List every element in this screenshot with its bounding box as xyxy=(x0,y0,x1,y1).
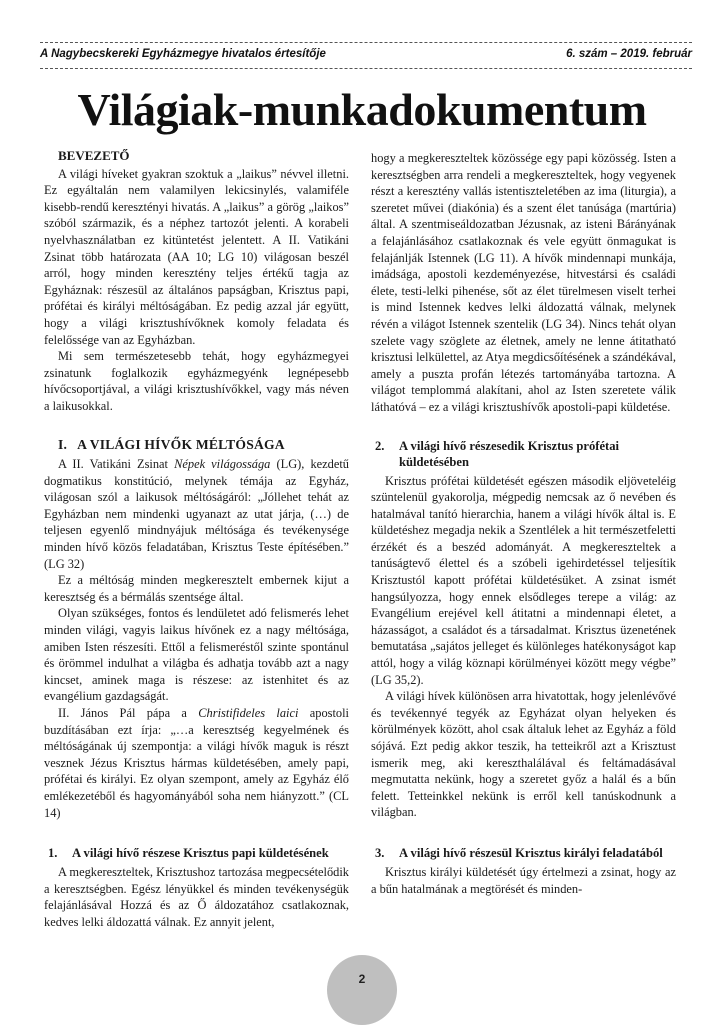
page-number: 2 xyxy=(358,972,366,986)
section-heading: I. A VILÁGI HÍVŐK MÉLTÓSÁGA xyxy=(58,436,285,452)
paragraph: Ez a méltóság minden megkeresztelt embernek kijut a keresztség és a bérmálás szentsége által. xyxy=(44,573,349,604)
subsection-title: A világi hívő részese Krisztus papi küldetésének xyxy=(72,846,329,861)
paragraph: A világi hívek különösen arra hivatottak, hogy jelenlévővé és tevékennyé tegyék az Egyházat olyan helyeken és körülmények között, ahol csak általuk lehet az Egyház a föld sójává. Ezt pedig akkor teszik, ha tetteikről azt a Krisztust ismerik meg, aki kereszthalálával és feltámadásával megmutatta nekünk, hogy a szeretet győz a halál és a bűn felett. Tetteinkkel nekünk is erről kell tanúskodnunk a világban. xyxy=(371,689,676,820)
subsection-heading xyxy=(371,845,676,861)
header-rule-top xyxy=(40,42,692,43)
paragraph: A világi híveket gyakran szoktuk a „laikus” névvel illetni. Ez egyáltalán nem valamilyen lekicsinylés, valamiféle kisebb-rendű keresztényi hivatás. A „laikus” a görög „laikos” szóból származik, és a néphez tartozót jelenti. A korabeli nyelvhasználatban ez kitüntetést jelentett. A II. Vatikáni Zsinat több határozata (AA 10; LG 10) világosan beszél arról, hogy minden keresztény teljes értékű tagja az Egyháznak: részesül az általános papságban, Krisztus papi, prófétai és királyi méltóságában. Ez pedig azzal jár együtt, hogy a világi krisztushívőknek komoly feladata és felelőssége van az Egyházban. xyxy=(44,166,349,347)
subsection-heading xyxy=(44,845,349,861)
paragraph: A II. Vatikáni Zsinat Népek világossága (LG), kezdetű dogmatikus konstitúció, melynek témája az Egyház, világosan szól a laikusok méltóságáról: „Jóllehet tehát az Egyházban nem mindenki ugyanazt az utat járja, (…) de teljesen egyenlő mindnyájuk méltósága és tevékenysége minden hívő közös feladatában, Krisztus Teste építésében.” (LG 32) xyxy=(44,457,350,571)
document-title: Világiak-munkadokumentum xyxy=(77,84,647,135)
paragraph: Olyan szükséges, fontos és lendületet adó felismerés lehet minden világi, vagyis laikus hívőnek ez a nagy méltósága, amiben Isten részesíti. Ettől a felismeréstől szinte spontánul és örömmel indulhat a világba és adhatja tovább azt a nagy kincset, aminek maga is részese: az istenhitet és az evangélium gazdagságát. xyxy=(44,606,349,704)
paragraph: hogy a megkereszteltek közössége egy papi közösség. Isten a keresztségben arra rendeli a megkereszteltek, hogy vegyenek részt a keresztény vallás istentiszteletében az ima (liturgia), a szeretet művei (diakónia) és a szent élet tanúsága (martúria) által. A szentmiseáldozatban Jézusnak, az isteni Bárányának a felajánlásához csatlakoznak és vele együtt önmagukat is felajánlják Istennek (LG 11). A hívők mindennapi munkája, imádsága, apostoli kezdeményezése, hitvestársi és családi élete, testi-lelki pihenése, sőt az élet türelmesen viselt terhei is mind Istennek kedves lelki áldozattá válnak, melynek révén a világot Istennek szentelik (LG 34). Nincs tehát olyan szelete vagy szöglete az életnek, amely ne lenne átitatható krisztusi lelkülettel, az Atya megdicsőítésének a szándékával, amely a puszta profán létezés tartományába tartozna. A világot templommá alakítani, ahol az Isten szeretete válik láthatóvá – ez a világi krisztushívők apostoli-papi küldetése. xyxy=(371,151,676,414)
paragraph: II. János Pál pápa a Christifideles laici apostoli buzdításában ezt írja: „…a keresztség kegyelmének és méltóságának új szempontja: a világi hívők maguk is részt vesznek Jézus Krisztus hármas küldetésében, amely papi, prófétai és királyi. Ez olyan szempont, amely az Egyház élő emlékezetéből és hagyományából soha nem hiányzott.” (CL 14) xyxy=(44,706,349,820)
subsection-number: 3. xyxy=(375,845,385,860)
paragraph: Mi sem természetesebb tehát, hogy egyházmegyei zsinatunk foglalkozik egyházmegyénk legnépesebb hívőcsoportjával, a világi krisztushívőkkel, vagy más néven a laikusokkal. xyxy=(44,349,349,413)
subsection-heading xyxy=(371,438,676,470)
issue-info: 6. szám – 2019. február xyxy=(566,48,692,60)
paragraph: Krisztus királyi küldetését úgy értelmezi a zsinat, hogy az a bűn hatalmának a megtörését és minden- xyxy=(371,864,676,896)
italic-title: Christifideles laici xyxy=(198,706,299,720)
subsection-number: 1. xyxy=(48,846,58,861)
intro-heading: BEVEZETŐ xyxy=(58,148,130,163)
publication-name: A Nagybecskereki Egyházmegye hivatalos értesítője xyxy=(40,48,326,60)
page-number-badge xyxy=(327,955,397,1025)
paragraph: Krisztus prófétai küldetését egészen második eljöveteléig szüntelenül gyakorolja, mégpedig nemcsak az ő nevében és hatalmával tanító hierarchia, hanem a világi hívők által is. E küldetéshez megadja nekik a Szentlélek a hit természetfeletti érzékét és a beszéd adományát. A megkereszteltek a tanúságtevő élettel és a szóbeli igehirdetéssel teljesítik Krisztustól kapott prófétai küldetésüket. A zsinat ismét hangsúlyozza, hogy ennek elsődleges terepe a világ: az Evangélium erejével kell átitatni a mindennapi életet, a házasságot, a családot és a társadalmat. Krisztus üzenetének bemutatása „sajátos jelleget és különleges hatékonyságot kap attól, hogy a világ köznapi körülményei között megy végbe” (LG 35,2). xyxy=(371,473,676,687)
subsection-title: A világi hívő részesedik Krisztus prófétai küldetésében xyxy=(399,438,620,469)
left-column xyxy=(44,148,349,931)
paragraph: A megkereszteltek, Krisztushoz tartozása megpecsételődik a keresztségben. Egész lényükkel és minden tevékenységük felajánlásával Hozzá és az Ő áldozatához csatlakoznak, kedves lelki áldozattá válnak. Ez annyit jelent, xyxy=(44,865,349,929)
italic-title: Népek világossága xyxy=(174,457,271,472)
subsection-number: 2. xyxy=(375,438,385,453)
subsection-title: A világi hívő részesül Krisztus királyi feladatából xyxy=(399,845,663,860)
right-column xyxy=(371,150,676,897)
header-rule-bottom xyxy=(40,68,692,69)
